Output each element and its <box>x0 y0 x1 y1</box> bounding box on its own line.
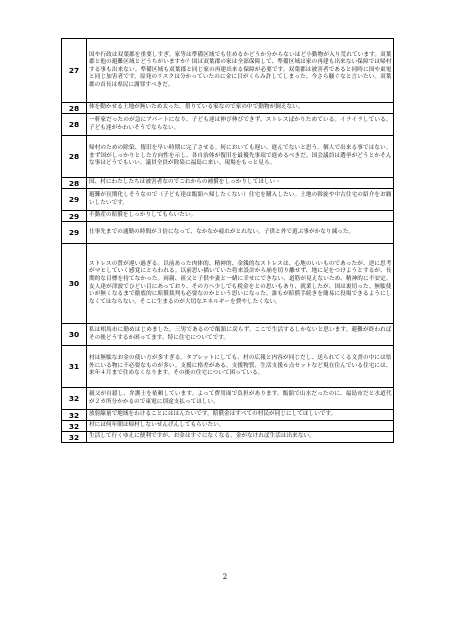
survey-table <box>61 38 394 443</box>
comment-text: ストレスの質が違い過ぎる。以前あった肉体的、精神的、金銭的なストレスは、心地のいいものであったが、逆に思考がマヒしていく感覚にとらわれる。以前思い描いていた将来設計から崩を切り離せず、地に足をつけようとするが、長期的な目標を持てなかった。両親、祖父と子供や妻と一緒に幸せにできない、道筋が見えないため、精神的に不安定。友人達が津波でひどい目にあっており、その方へ少しでも税金をとの思いもあり、就業したが、国は裏切った。無駄使いが無くなるまで徹底的に賠償裁判も必要なのかという思いになった。誰もが賠償手続きを簡易に役場できるようにしなくてはならない。そこに生まるのが大切なエネルギーを費やしたくない。 <box>87 244 394 324</box>
comment-text: 国、村にわたしたちは被害者なのでこれからの補償をしっかりしてほしい・ <box>87 178 394 189</box>
respondent-number: 29 <box>62 189 87 211</box>
comment-text: 仕事先までの通勤の時間が３倍になって、なかなか疲れがとれない。子供と外で遊ぶ事がかなり減った。 <box>87 222 394 244</box>
table-row <box>62 432 394 443</box>
table-row <box>62 324 394 346</box>
comment-text: 体を動かせる土地が無いため太った。借りている家なので家の中で動物が飼えない。 <box>87 103 394 114</box>
respondent-number: 29 <box>62 211 87 222</box>
respondent-number: 27 <box>62 39 87 103</box>
table-row <box>62 388 394 410</box>
table-row <box>62 211 394 222</box>
comment-text: 一軒家だったのが急にアパートになり、子ども達は伸び伸びできず、ストレスばかりためている。イライラしている。子ども達がかわいそうでならない。 <box>87 114 394 136</box>
table-row <box>62 114 394 136</box>
comment-text: 不動産の賠償をしっかりしてもらいたい。 <box>87 211 394 222</box>
table-row <box>62 103 394 114</box>
respondent-number: 31 <box>62 346 87 388</box>
table-row <box>62 244 394 324</box>
comment-text: 帰村のための除染、復旧を早い時期に完了させる。何においても遅い、進んでないと思う。個人で出来る事ではない。まず国がしっかりとした方向性を示し、各自治体が復旧を最優先事項で進めるべきだ。国会議員は選挙がどうとかそんな事はどうでもいい。議員全員が除染に福島に来い。現場をもっと見ろ。 <box>87 136 394 178</box>
comment-text: 村は無駄なお金の使い方が多すぎる。タブレットにしても、村の広報と内容が同じだし、送られてくる文書の中には県外にいる物に不必要なものが多い。支援に格差がある。支援物質、生活支援６点セットなど現在住んでいる住宅には、来年４月まで住めなくなります。その後の住宅について困っている。 <box>87 346 394 388</box>
respondent-number: 32 <box>62 410 87 421</box>
table-row <box>62 39 394 103</box>
comment-text: 村には何年間は帰村しないせんげんしてもらいたい。 <box>87 421 394 432</box>
page-number: 2 <box>222 573 228 581</box>
comment-text: 親父が自殺し、弁護士を依頼しています。よって費用面で負担があります。飯舘で山水だったのに、福島市だと水道代が２カ所分かかるので東電に別途支払ってほしい。 <box>87 388 394 410</box>
table-row <box>62 421 394 432</box>
comment-text: 避難が長期化しそうなので（子ども達は飯舘へ帰したくない）住宅を購入したい。土地の斡旋や中古住宅の紹介をお願いしたいです。 <box>87 189 394 211</box>
respondent-number: 30 <box>62 244 87 324</box>
table-row <box>62 136 394 178</box>
respondent-number: 29 <box>62 222 87 244</box>
respondent-number: 30 <box>62 324 87 346</box>
respondent-number: 32 <box>62 432 87 443</box>
table-row <box>62 346 394 388</box>
comment-text: 国や行政は双葉郡を重要しすぎ。家等は準備区域でも住めるかどうか分からないほど小動物が入り荒れています。双葉郡と他の避難区域とどうちがいますか？国は双葉郡の家は全部保障して、準備区域は家の再建も出来ない保障では帰村する事も出来ない。準備区域も双葉郡と同じ家の再建出来る保障が必要です。双葉郡は被害者であると同時に国や東電と同じ加害者です。原発のリスクは分かっていたのに金に目がくらみ許してしまった。今さら騒ぐなと言いたい。双葉郡の首長は県民に謝罪すべきだ。 <box>87 39 394 103</box>
table-row <box>62 178 394 189</box>
comment-text: 生活して行くゆえに便利ですが、お金はすぐになくなる。金がなければ生活は出来ない。 <box>87 432 394 443</box>
respondent-number: 28 <box>62 114 87 136</box>
comment-text: 放射線量で地域をわけることにははんたいです。賠償金はすべての村民が同じにしてほしいです。 <box>87 410 394 421</box>
respondent-number: 32 <box>62 388 87 410</box>
table-row <box>62 222 394 244</box>
table-row <box>62 410 394 421</box>
comment-text: 私は相馬市に勤めはじめました。三男であるので飯舘に戻らず、ここで生活するしかないと思います。避難が終わればその後どうするか困ってます。特に住宅についてです。 <box>87 324 394 346</box>
table-row <box>62 189 394 211</box>
respondent-number: 28 <box>62 136 87 178</box>
respondent-number: 28 <box>62 178 87 189</box>
respondent-number: 32 <box>62 421 87 432</box>
respondent-number: 28 <box>62 103 87 114</box>
